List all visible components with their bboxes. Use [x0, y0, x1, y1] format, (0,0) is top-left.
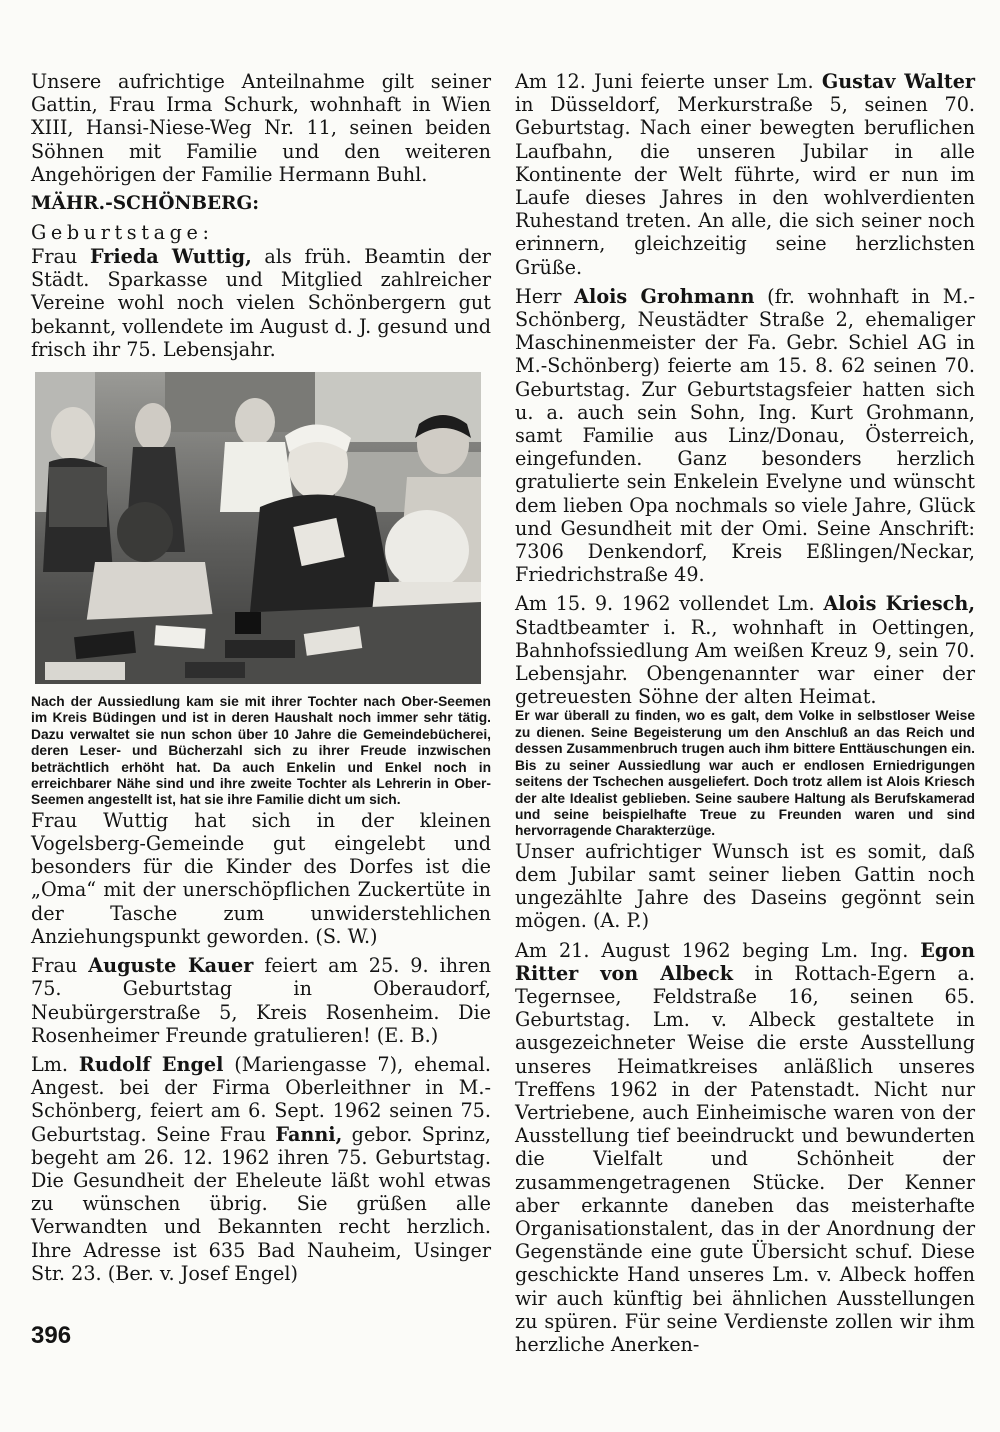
text-run: Am 21. August 1962 beging Lm. Ing. — [515, 938, 921, 962]
section-subheading: Geburtstage: — [31, 221, 214, 245]
page-number: 396 — [31, 1322, 72, 1349]
text-run: Lm. — [31, 1052, 79, 1076]
grohmann-paragraph — [515, 285, 975, 587]
albeck-paragraph — [515, 939, 975, 1357]
person-name: Egon Ritter von Albeck — [515, 938, 975, 985]
text-run: Frau — [31, 954, 89, 978]
photo-image — [35, 372, 481, 684]
photo-caption: Nach der Aussiedlung kam sie mit ihrer Tochter nach Ober-Seemen im Kreis Büdingen und ist in deren Haushalt noch immer sehr tätig. Dazu verwaltet sie nun schon über 10 Jahre die Gemeindebücherei, deren Leser- und Bücherzahl sich zu ihrer Freude inzwischen beträchtlich erhöht hat. Da auch Enkelin und Enkel noch in erreichbarer Nähe sind und ihre zweite Tochter als Lehrerin in Ober-Seemen angestellt ist, hat sie ihre Familie dicht um sich. — [31, 694, 491, 808]
person-name: Gustav Walter — [821, 70, 976, 93]
text-run: (Mariengasse 7), ehemal. Angest. bei der Firma Oberleithner in M.-Schönberg, feiert am 6. Sept. 1962 seinen 75. Geburtstag. Seine Frau — [31, 1052, 491, 1146]
engel-paragraph — [31, 1053, 491, 1285]
condolence-paragraph: Unsere aufrichtige Anteilnahme gilt seiner Gattin, Frau Irma Schurk, wohnhaft in Wien XIII, Hansi-Niese-Weg Nr. 11, seinen beiden Söhnen mit Familie und den weiteren Angehörigen der Familie Hermann Buhl. — [31, 70, 491, 186]
left-column — [31, 70, 491, 1285]
text-run: als früh. Beamtin der Städt. Sparkasse und Mitglied zahlreicher Vereine wohl noch vielen Schönbergern gut bekannt, vollendete im August d. J. gesund und frisch ihr 75. Lebensjahr. — [31, 245, 491, 361]
text-run: Am 15. 9. 1962 vollendet Lm. — [515, 592, 824, 616]
wuttig-continued-paragraph: Frau Wuttig hat sich in der kleinen Vogelsberg-Gemeinde gut eingelebt und besonders für die Kinder des Dorfes ist die „Oma“ mit der unerschöpflichen Zuckertüte in der Tasche zum unwiderstehlichen Anziehungspunkt geworden. (S. W.) — [31, 808, 491, 948]
person-name: Fanni, — [275, 1122, 343, 1146]
kriesch-small-print: Er war überall zu finden, wo es galt, dem Volke in selbstloser Weise zu dienen. Seine Begeisterung um den Anschluß an das Reich und dessen Zusammenbruch trugen auch ihm bittere Enttäuschungen ein. Bis zu seiner Aussiedlung war auch er endlosen Erniedrigungen seitens der Tschechen ausgeliefert. Doch trotz allem ist Alois Kriesch der alte Idealist geblieben. Seine saubere Haltung als Berufskamerad und seine beispielhafte Treue zu Freunden waren und sind hervorragende Charakterzüge. — [515, 708, 975, 839]
text-run: (fr. wohnhaft in M.-Schönberg, Neustädter Straße 2, ehemaliger Maschinenmeister der Fa. Gebr. Schiel AG in M.-Schönberg) feierte am 15. 8. 62 seinen 70. Geburtstag. Zur Geburtstagsfeier hatten sich u. a. auch sein Sohn, Ing. Kurt Grohmann, samt Familie aus Linz/Donau, Österreich, eingefunden. Ganz besonders herzlich gratulierte sein Enkelein Evelyne und wünscht dem lieben Opa nochmals so viele Jahre, Glück und Gesundheit mit der Omi. Seine Anschrift: 7306 Denkendorf, Kreis Eßlingen/Neckar, Friedrichstraße 49. — [515, 284, 975, 587]
text-run: Am 12. Juni feierte unser Lm. — [515, 70, 822, 93]
text-run: gebor. Sprinz, begeht am 26. 12. 1962 ihren 75. Geburtstag. Die Gesundheit der Eheleute läßt wohl etwas zu wünschen übrig. Sie grüßen alle Verwandten und Bekannten recht herzlich. Ihre Adresse ist 635 Bad Nauheim, Usinger Str. 23. (Ber. v. Josef Engel) — [31, 1122, 492, 1285]
text-run: Herr — [515, 284, 575, 308]
kriesch-wish-paragraph: Unser aufrichtiger Wunsch ist es somit, daß dem Jubilar samt seiner lieben Gattin noch ungezählte Jahre des Daseins gegönnt sein mögen. (A. P.) — [515, 839, 975, 933]
text-run: in Düsseldorf, Merkurstraße 5, seinen 70. Geburtstag. Nach einer bewegten beruflichen Laufbahn, die unseren Jubilar in alle Kontinente der Welt führte, wird er nun im Laufe dieses Jahres in den wohlverdienten Ruhestand treten. An alle, die sich seiner noch erinnern, gleichzeitig seine herzlichsten Grüße. — [515, 93, 975, 279]
person-name: Alois Grohmann — [574, 284, 755, 308]
photo-woman-with-children — [35, 372, 481, 684]
right-column — [515, 70, 975, 1356]
text-run: Stadtbeamter i. R., wohnhaft in Oettingen, Bahnhofssiedlung Am weißen Kreuz 9, sein 70. Lebensjahr. Obengenannter war einer der getreuesten Söhne der alten Heimat. — [515, 615, 975, 709]
kauer-paragraph — [31, 954, 491, 1047]
wuttig-paragraph — [31, 245, 491, 361]
kriesch-paragraph — [515, 592, 975, 708]
person-name: Alois Kriesch, — [823, 592, 975, 616]
text-run: Frau — [31, 245, 90, 269]
person-name: Rudolf Engel — [78, 1052, 224, 1076]
person-name: Auguste Kauer — [88, 954, 254, 978]
text-run: feiert am 25. 9. ihren 75. Geburtstag in Oberaudorf, Neubürgerstraße 5, Kreis Rosenheim. Die Rosenheimer Freunde gratulieren! (E. B.) — [31, 954, 491, 1047]
section-heading: MÄHR.-SCHÖNBERG: — [31, 193, 260, 215]
text-run: in Rottach-Egern a. Tegernsee, Feldstraße 16, seinen 65. Geburtstag. Lm. v. Albeck gestaltete in ausgezeichneter Weise die erste Ausstellung unseres Heimatkreises anläßlich unseres Treffens 1962 in der Patenstadt. Nicht nur Vertriebene, auch Einheimische waren von der Ausstellung tief beeindruckt und bewunderten die Vielfalt und Schönheit der zusammengetragenen Stücke. Der Kenner aber erkannte daneben das meisterhafte Organisationstalent, das in der Anordnung der Gegenstände eine gute Übersicht schuf. Diese geschickte Hand unseres Lm. v. Albeck hoffen wir auch künftig bei ähnlichen Ausstellungen zu spüren. Für seine Verdienste zollen wir ihm herzliche Anerken- — [515, 961, 976, 1356]
person-name: Frieda Wuttig, — [89, 245, 252, 269]
walter-paragraph — [515, 70, 975, 279]
